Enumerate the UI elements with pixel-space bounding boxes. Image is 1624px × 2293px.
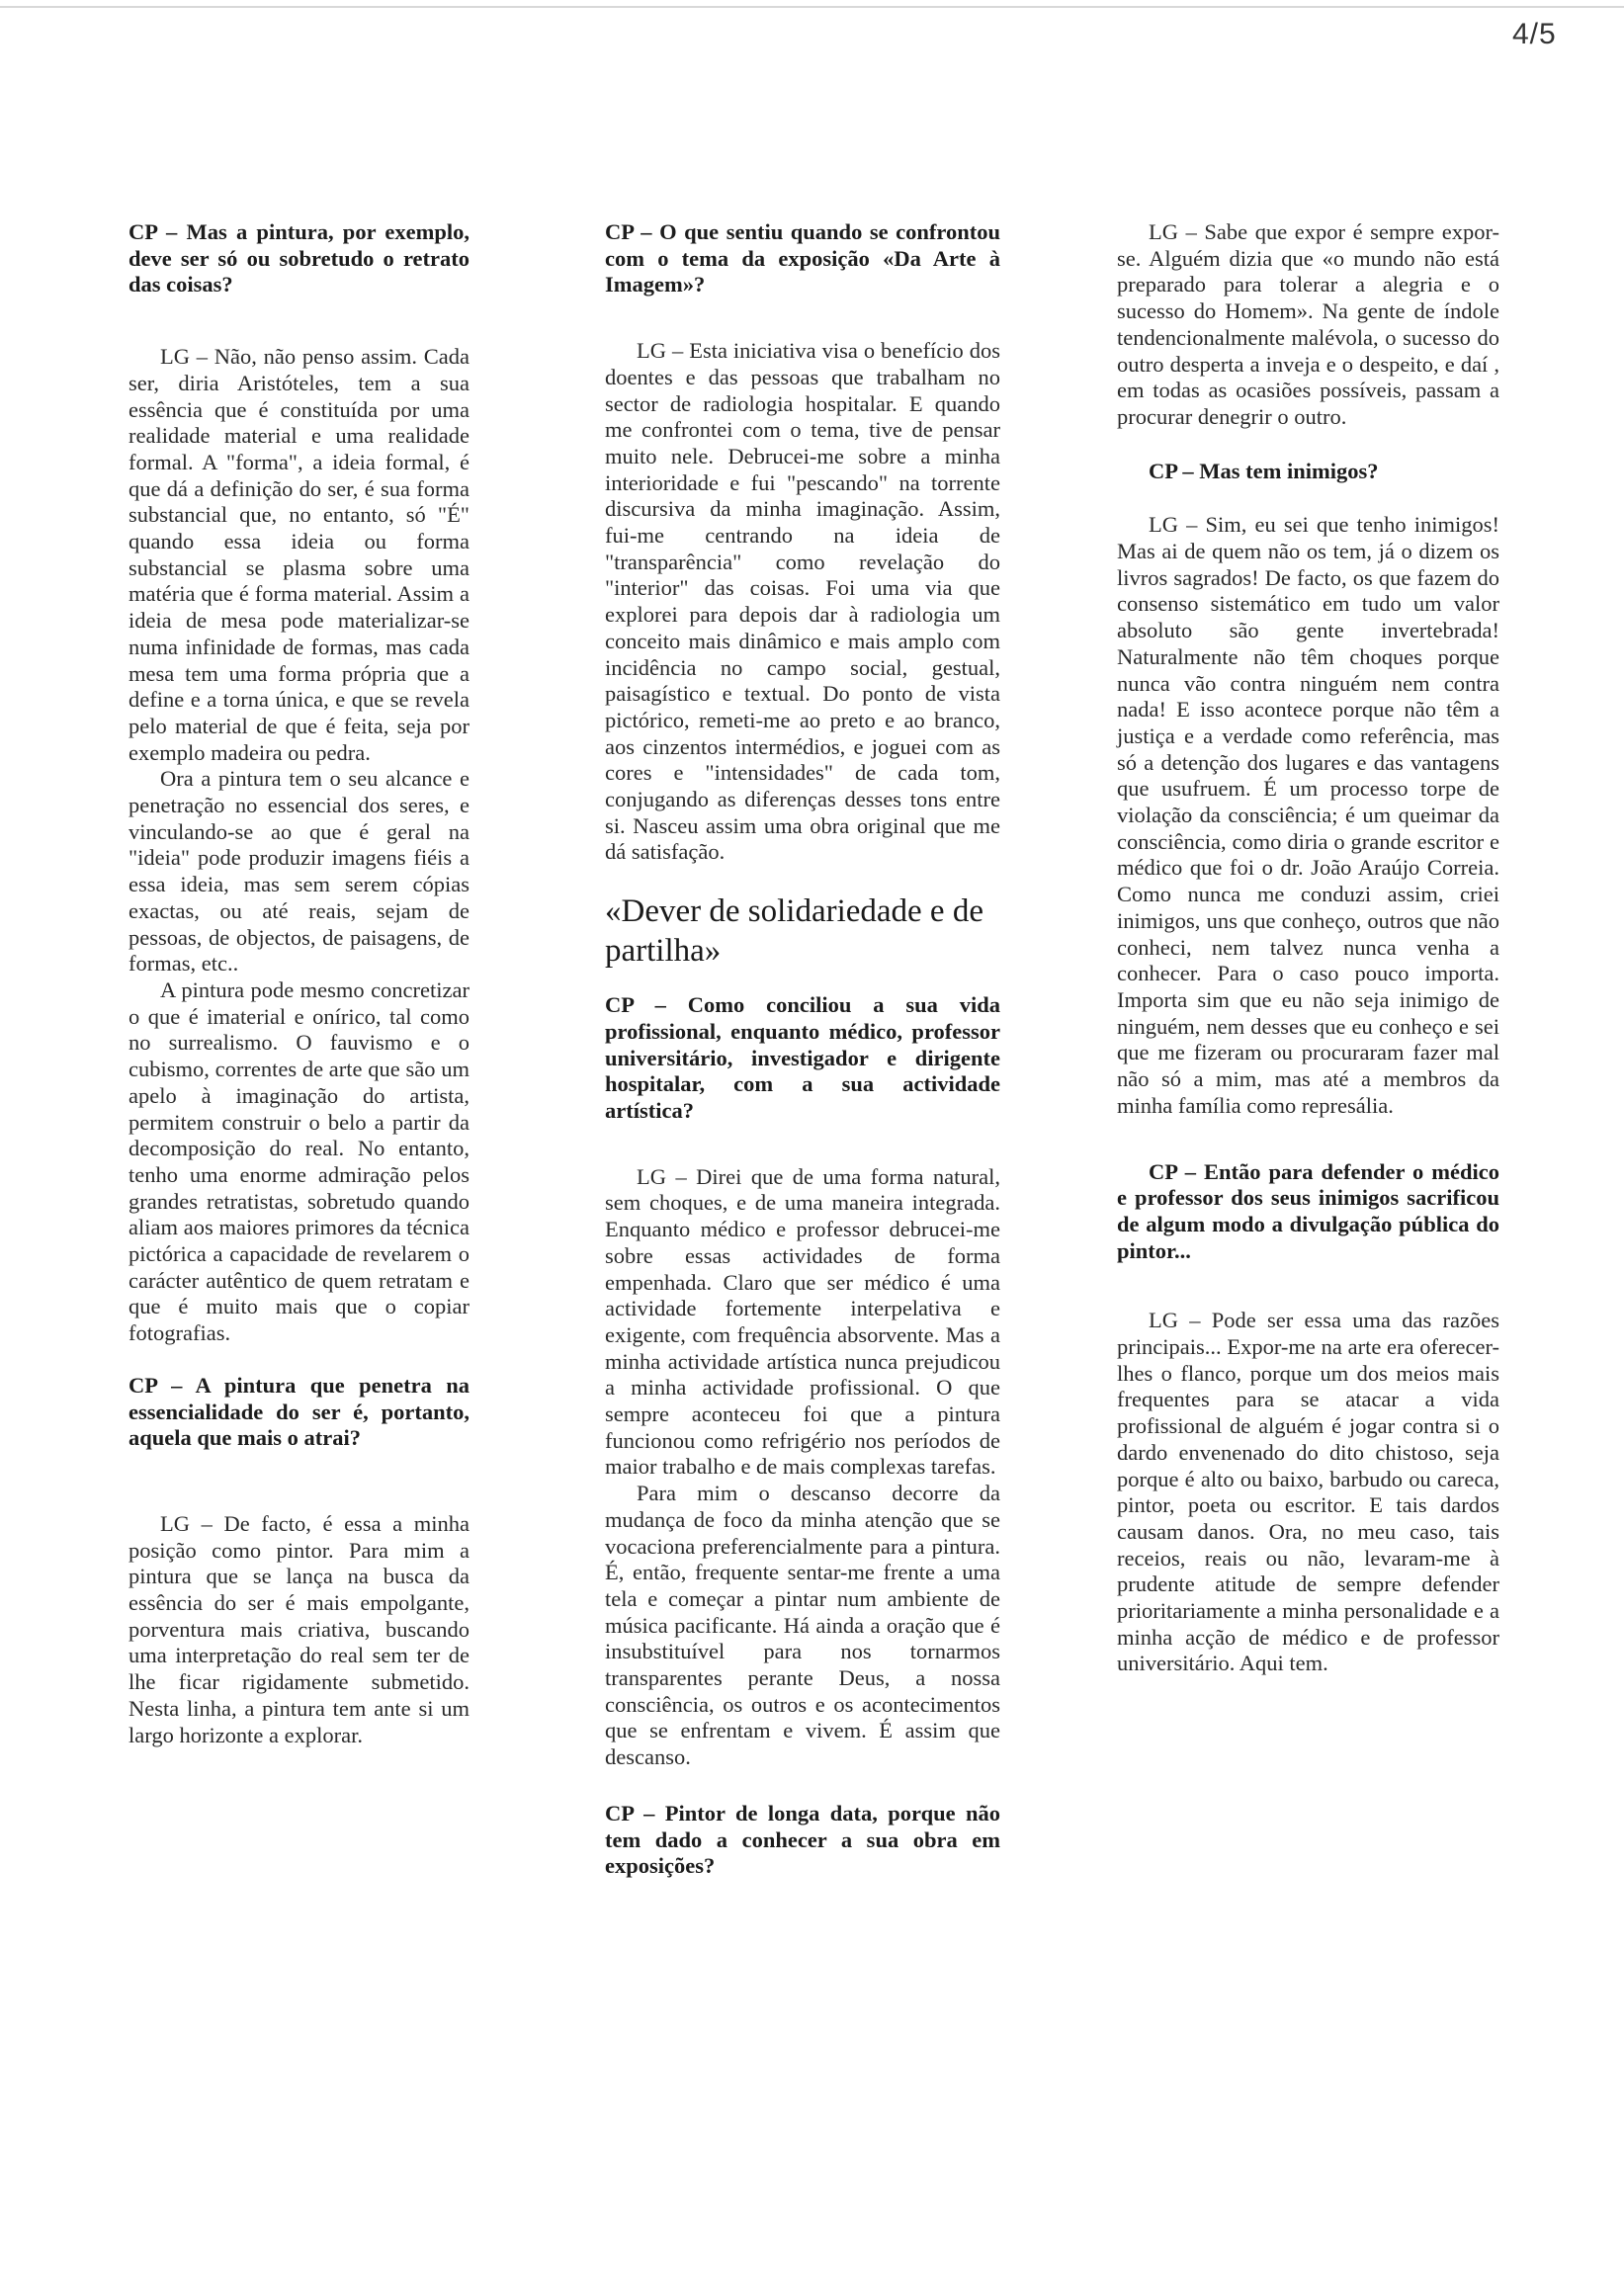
answer-paragraph: A pintura pode mesmo concretizar o que é imaterial e onírico, tal como no surrealismo. O fauvismo e o cubismo, correntes de arte que são um apelo à imaginação do artista, permitem construir o belo a partir da decomposição do real. No entanto, tenho uma enorme admiração pelos grandes retratistas, sobretudo quando aliam aos maiores primores da técnica pictórica a capacidade de revelarem o carácter autêntico de quem retratam e que é muito mais que o copiar fotografias. <box>128 977 470 1346</box>
answer-paragraph: LG – Sabe que expor é sempre expor-se. Alguém dizia que «o mundo não está preparado para tolerar a alegria e o sucesso do Homem». Na gente de índole tendencionalmente malévola, o sucesso do outro desperta a inveja e o despeito, e daí , em todas as ocasiões possíveis, passam a procurar denegrir o outro. <box>1117 219 1499 429</box>
column-1 <box>128 219 470 1788</box>
answer-paragraph: LG – Pode ser essa uma das razões principais... Expor-me na arte era oferecer-lhes o flanco, porque um dos meios mais frequentes para se atacar a vida profissional de alguém é jogar contra si o dardo envenenado do dito chistoso, seja porque é alto ou baixo, barbudo ou careca, pintor, poeta ou escritor. E tais dardos causam danos. Ora, no meu caso, tais receios, reais ou não, levaram-me à prudente atitude de sempre defender prioritariamente a minha personalidade e a minha acção de médico e de professor universitário. Aqui tem. <box>1117 1308 1499 1676</box>
question-paragraph: CP – A pintura que penetra na essencialidade do ser é, portanto, aquela que mais o atrai? <box>128 1372 470 1451</box>
answer-paragraph: Ora a pintura tem o seu alcance e penetração no essencial dos seres, e vinculando-se ao que é geral na "ideia" pode produzir imagens fiéis a essa ideia, mas sem serem cópias exactas, ou até reais, sejam de pessoas, de objectos, de paisagens, de formas, etc.. <box>128 766 470 977</box>
answer-paragraph: LG – De facto, é essa a minha posição como pintor. Para mim a pintura que se lança na busca da essência do ser é mais empolgante, porventura mais criativa, buscando uma interpretação do real sem ter de lhe ficar rigidamente submetido. Nesta linha, a pintura tem ante si um largo horizonte a explorar. <box>128 1510 470 1747</box>
column-3 <box>1117 219 1499 1677</box>
page-number: 4/5 <box>1512 18 1557 50</box>
question-paragraph: CP – Então para defender o médico e professor dos seus inimigos sacrificou de algum modo a divulgação pública do pintor... <box>1117 1158 1499 1263</box>
top-scan-edge <box>0 6 1624 8</box>
question-paragraph: CP – Mas tem inimigos? <box>1149 458 1379 483</box>
answer-paragraph: LG – Direi que de uma forma natural, sem choques, e de uma maneira integrada. Enquanto médico e professor debrucei-me sobre essas actividades de forma empenhada. Claro que ser médico é uma actividade fortemente interpelativa e exigente, com frequência absorvente. Mas a minha actividade artística nunca prejudicou a minha actividade profissional. O que sempre aconteceu foi que a pintura funcionou como refrigério nos períodos de maior trabalho e de mais complexas tarefas. <box>605 1163 1000 1480</box>
column-2 <box>605 219 1000 1880</box>
question-paragraph: CP – Pintor de longa data, porque não tem dado a conhecer a sua obra em exposições? <box>605 1800 1000 1879</box>
answer-paragraph: Para mim o descanso decorre da mudança de foco da minha atenção que se vocaciona preferencialmente para a pintura. É, então, frequente sentar-me frente a uma tela e começar a pintar num ambiente de música pacificante. Há ainda a oração que é insubstituível para nos tornarmos transparentes perante Deus, a nossa consciência, os outros e os acontecimentos que se enfrentam e vivem. É assim que descanso. <box>605 1481 1000 1770</box>
question-paragraph: CP – O que sentiu quando se confrontou com o tema da exposição «Da Arte à Imagem»? <box>605 219 1000 297</box>
section-heading: «Dever de solidariedade e de partilha» <box>605 893 983 970</box>
answer-paragraph: LG – Esta iniciativa visa o benefício dos doentes e das pessoas que trabalham no sector de radiologia hospitalar. E quando me confrontei com o tema, tive de pensar muito nele. Debrucei-me sobre a minha interioridade e fui "pescando" na torrente discursiva da minha imaginação. Assim, fui-me centrando na ideia de "transparência" como revelação do "interior" das coisas. Foi uma via que explorei para depois dar à radiologia um conceito mais dinâmico e mais amplo com incidência no campo social, gestual, paisagístico e textual. Do ponto de vista pictórico, remeti-me ao preto e ao branco, aos cinzentos intermédios, e joguei com as cores e "intensidades" de cada tom, conjugando as diferenças desses tons entre si. Nasceu assim uma obra original que me dá satisfação. <box>605 338 1000 865</box>
answer-paragraph: LG – Não, não penso assim. Cada ser, diria Aristóteles, tem a sua essência que é constituída por uma realidade material e uma realidade formal. A "forma", a ideia formal, é que dá a definição do ser, é sua forma substancial que, no entanto, só "É" quando essa ideia ou forma substancial se plasma sobre uma matéria que é forma material. Assim a ideia de mesa pode materializar-se numa infinidade de formas, mas cada mesa tem uma forma própria que a define e a torna única, e que se revela pelo material de que é feita, seja por exemplo madeira ou pedra. <box>128 344 470 765</box>
answer-paragraph: LG – Sim, eu sei que tenho inimigos! Mas ai de quem não os tem, já o dizem os livros sagrados! De facto, os que fazem do consenso sistemático em tudo um valor absoluto são gente invertebrada! Naturalmente não têm choques porque nunca vão contra ninguém nem contra nada! E isso acontece porque não têm a justiça e a verdade como referência, mas só a detenção dos lugares e das vantagens que usufruem. É um processo torpe de violação da consciência; é um queimar da consciência, como diria o grande escritor e médico que foi o dr. João Araújo Correia. Como nunca me conduzi assim, criei inimigos, uns que conheço, outros que não conheci, nem talvez nunca venha a conhecer. Para o caso pouco importa. Importa sim que eu não seja inimigo de ninguém, nem desses que eu conheço e sei que me fizeram ou procuraram fazer mal não só a mim, mas até a membros da minha família como represália. <box>1117 512 1499 1118</box>
question-paragraph: CP – Mas a pintura, por exemplo, deve ser só ou sobretudo o retrato das coisas? <box>128 219 470 297</box>
question-paragraph: CP – Como conciliou a sua vida profissional, enquanto médico, professor universitário, investigador e dirigente hospitalar, com a sua actividade artística? <box>605 992 1000 1123</box>
